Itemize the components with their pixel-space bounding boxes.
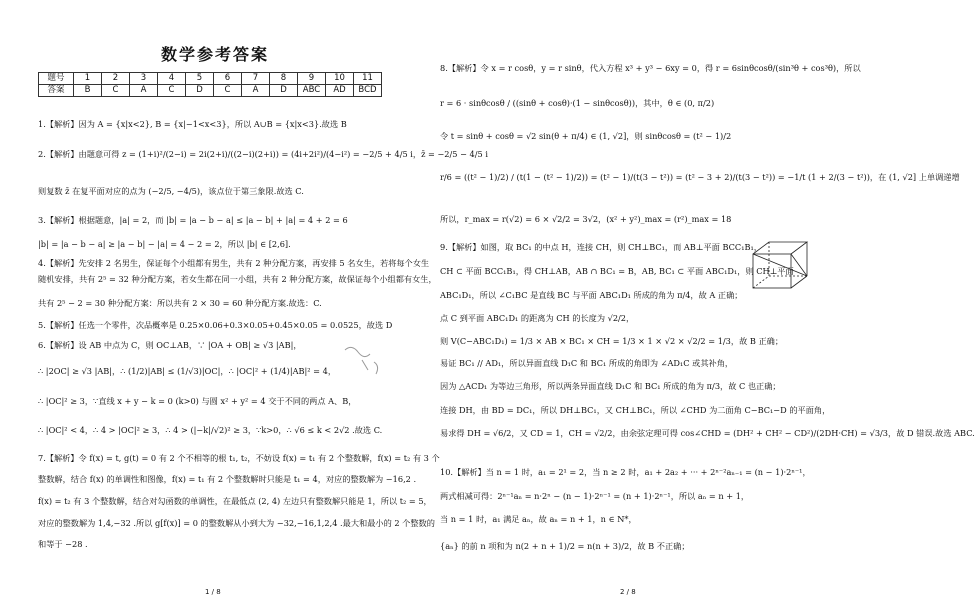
solution-line: 随机安排，共有 2⁵ = 32 种分配方案，若女生都在同一小组，共有 2 种分配方案，故保证每个小组都有女生， [38,274,437,284]
solution-line: 点 C 到平面 ABC₁D₁ 的距离为 CH 的长度为 √2/2， [440,313,635,323]
answer-cell: B [74,85,102,97]
solution-line: 共有 2⁵ − 2 = 30 种分配方案：所以共有 2 × 30 = 60 种分配方案.故选：C. [38,298,322,308]
question-number-cell: 2 [102,73,130,85]
solution-line: 7.【解析】令 f(x) = t, g(t) = 0 有 2 个不相等的根 t₁, t₂，不妨设 f(x) = t₁ 有 2 个整数解，f(x) = t₂ 有 3 个 [38,453,440,463]
right-page [430,0,975,608]
answer-cell: D [270,85,298,97]
scribble-mark [340,340,390,380]
answer-cell: D [186,85,214,97]
solution-line: 当 n = 1 时，a₁ 满足 aₙ，故 aₙ = n + 1，n ∈ N*， [440,514,637,524]
question-number-cell: 3 [130,73,158,85]
answer-cell: A [242,85,270,97]
table-row-question-numbers [39,73,382,85]
solution-line: 所以，r_max = r(√2) = 6 × √2/2 = 3√2，(x² + y²)_max = (r²)_max = 18 [440,214,732,224]
question-number-cell: 题号 [39,73,74,85]
solution-line: r/6 = ((t² − 1)/2) / (t(1 − (t² − 1)/2)) = (t² − 1)/(t(3 − t²)) = (t² − 3 + 2)/(t(3 − t²)) = −1/t (1 + 2/(3 − t²))，在 (1, √2] 上单调递增 [440,172,960,182]
answer-cell: AD [326,85,354,97]
answer-table [38,72,382,97]
solution-line: 整数解，结合 f(x) 的单调性和图像，f(x) = t₁ 有 2 个整数解时只能是 t₁ = 4，对应的整数解为 −16,2 . [38,474,417,484]
solution-line: ∴ |2OC| ≥ √3 |AB|，∴ (1/2)|AB| ≤ (1/√3)|OC|，∴ |OC|² + (1/4)|AB|² = 4， [38,366,337,376]
question-number-cell: 7 [242,73,270,85]
answer-cell: 答案 [39,85,74,97]
solution-line: 易证 BC₁ // AD₁，所以异面直线 D₁C 和 BC₁ 所成的角即为 ∠AD₁C 或其补角， [440,358,734,368]
solution-line: f(x) = t₂ 有 3 个整数解，结合对勾函数的单调性，在最低点 (2, 4) 左边只有整数解只能是 1，所以 t₂ = 5， [38,496,432,506]
solution-line: 2.【解析】由题意可得 z = (1+i)²/(2−i) = 2i(2+i)/((2−i)(2+i)) = (4i+2i²)/(4−i²) = −2/5 + 4/5 i，z̄ = −2/5 − 4/5 i [38,149,488,159]
solution-line: 3.【解析】根据题意，|a| = 2，而 |b| = |a − b − a| ≤ |a − b| + |a| = 4 + 2 = 6 [38,215,348,225]
answer-cell: C [158,85,186,97]
solution-line: r = 6 · sinθcosθ / ((sinθ + cosθ)·(1 − sinθcosθ))，其中，θ ∈ (0, π/2) [440,98,715,108]
cube-diagram [745,236,815,294]
solution-line: 因为 △ACD₁ 为等边三角形，所以两条异面直线 D₁C 和 BC₁ 所成的角为 π/3，故 C 也正确； [440,381,781,391]
solution-line: 和等于 −28 . [38,539,88,549]
question-number-cell: 11 [354,73,382,85]
solution-line: |b| = |a − b − a| ≥ |a − b| − |a| = 4 − 2 = 2，所以 |b| ∈ [2,6]. [38,239,291,249]
solution-line: 对应的整数解为 1,4,−32 .所以 g[f(x)] = 0 的整数解从小到大为 −32,−16,1,2,4 .最大和最小的 2 个整数的 [38,518,435,528]
answer-cell: C [102,85,130,97]
page-number-right: 2 / 8 [620,588,636,596]
solution-line: CH ⊂ 平面 BCC₁B₁，得 CH⊥AB，AB ∩ BC₁ = B，AB, BC₁ ⊂ 平面 ABC₁D₁，则 CH⊥平面 [440,266,794,276]
solution-line: {aₙ} 的前 n 项和为 n(2 + n + 1)/2 = n(n + 3)/2，故 B 不正确； [440,541,690,551]
page-title: 数学参考答案 [160,45,269,64]
question-number-cell: 1 [74,73,102,85]
solution-line: 1.【解析】因为 A = {x|x<2}, B = {x|−1<x<3}，所以 A∪B = {x|x<3}.故选 B [38,119,347,129]
question-number-cell: 5 [186,73,214,85]
solution-line: 9.【解析】如图，取 BC₁ 的中点 H，连接 CH，则 CH⊥BC₁，而 AB⊥平面 BCC₁B₁， [440,242,762,252]
solution-line: 易求得 DH = √6/2，又 CD = 1，CH = √2/2，由余弦定理可得 cos∠CHD = (DH² + CH² − CD²)/(2DH·CH) = √3/3，故 D 错误.故选 ABC. [440,428,975,438]
solution-line: 10.【解析】当 n = 1 时，a₁ = 2¹ = 2，当 n ≥ 2 时，a₁ + 2a₂ + ··· + 2ⁿ⁻²aₙ₋₁ = (n − 1)·2ⁿ⁻¹， [440,467,811,477]
question-number-cell: 8 [270,73,298,85]
solution-line: 5.【解析】任选一个零件，次品概率是 0.25×0.06+0.3×0.05+0.45×0.05 = 0.0525，故选 D [38,320,393,330]
answer-cell: A [130,85,158,97]
question-number-cell: 4 [158,73,186,85]
solution-line: 6.【解析】设 AB 中点为 C，则 OC⊥AB，∵ |OA + OB| ≥ √3 |AB|， [38,340,302,350]
question-number-cell: 9 [298,73,326,85]
solution-line: ∴ |OC|² ≥ 3，∵直线 x + y − k = 0 (k>0) 与圆 x² + y² = 4 交于不同的两点 A、B， [38,396,357,406]
answer-cell: ABC [298,85,326,97]
solution-line: ABC₁D₁，所以 ∠C₁BC 是直线 BC 与平面 ABC₁D₁ 所成的角为 π/4，故 A 正确； [440,290,743,300]
solution-line: 8.【解析】令 x = r cosθ，y = r sinθ，代入方程 x³ + y³ − 6xy = 0，得 r = 6sinθcosθ/(sin³θ + cos³θ)，所以 [440,63,861,73]
table-row-answers [39,85,382,97]
solution-line: 4.【解析】先安排 2 名男生，保证每个小组都有男生，共有 2 种分配方案，再安排 5 名女生，若将每个女生 [38,258,430,268]
solution-line: 连接 DH，由 BD = DC₁，所以 DH⊥BC₁，又 CH⊥BC₁，所以 ∠CHD 为二面角 C−BC₁−D 的平面角， [440,405,831,415]
solution-line: 则 V(C−ABC₁D₁) = 1/3 × AB × BC₁ × CH = 1/3 × 1 × √2 × √2/2 = 1/3，故 B 正确； [440,336,784,346]
solution-line: 两式相减可得：2ⁿ⁻¹aₙ = n·2ⁿ − (n − 1)·2ⁿ⁻¹ = (n + 1)·2ⁿ⁻¹，所以 aₙ = n + 1， [440,491,750,501]
solution-line: ∴ |OC|² < 4，∴ 4 > |OC|² ≥ 3，∴ 4 > (|−k|/√2)² ≥ 3，∵k>0，∴ √6 ≤ k < 2√2 .故选 C. [38,425,383,435]
solution-line: 令 t = sinθ + cosθ = √2 sin(θ + π/4) ∈ (1, √2]，则 sinθcosθ = (t² − 1)/2 [440,131,732,141]
question-number-cell: 10 [326,73,354,85]
answer-cell: C [214,85,242,97]
page-number-left: 1 / 8 [205,588,221,596]
question-number-cell: 6 [214,73,242,85]
solution-line: 则复数 z̄ 在复平面对应的点为 (−2/5, −4/5)，该点位于第三象限.故选 C. [38,186,304,196]
answer-cell: BCD [354,85,382,97]
